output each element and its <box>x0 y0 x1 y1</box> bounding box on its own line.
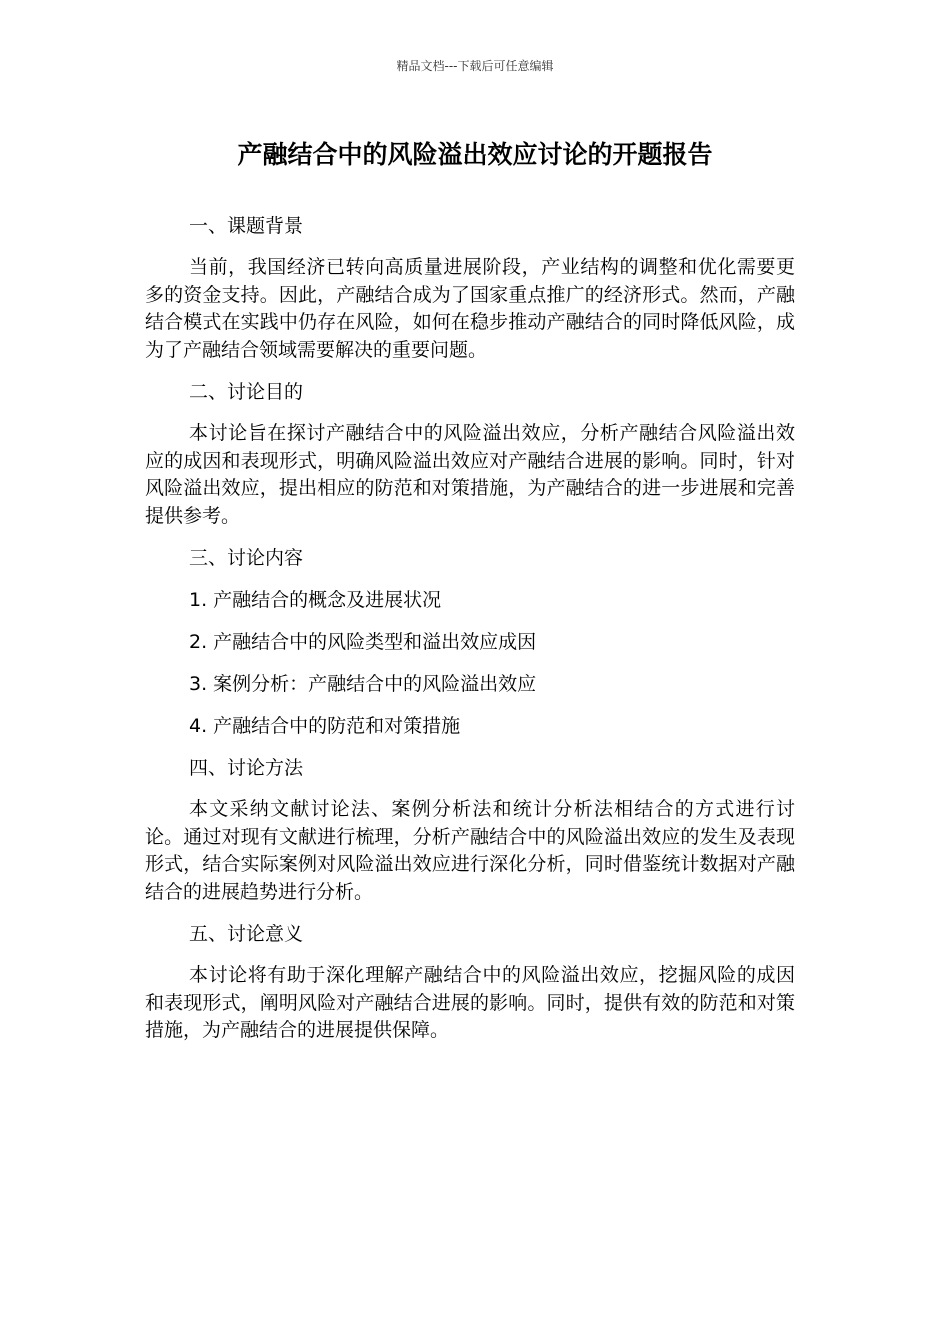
document-body <box>145 212 795 1059</box>
section-paragraph-purpose: 本讨论旨在探讨产融结合中的风险溢出效应，分析产融结合风险溢出效应的成因和表现形式，明确风险溢出效应对产融结合进展的影响。同时，针对风险溢出效应，提出相应的防范和对策措施，为产融结合的进一步进展和完善提供参考。 <box>145 422 795 527</box>
list-item: 4. 产融结合中的防范和对策措施 <box>189 715 461 737</box>
section-heading-significance: 五、讨论意义 <box>189 923 304 945</box>
section-heading-background: 一、课题背景 <box>189 215 304 237</box>
section-heading-purpose: 二、讨论目的 <box>189 381 304 403</box>
list-item: 3. 案例分析：产融结合中的风险溢出效应 <box>189 673 537 695</box>
section-paragraph-method: 本文采纳文献讨论法、案例分析法和统计分析法相结合的方式进行讨论。通过对现有文献进行梳理，分析产融结合中的风险溢出效应的发生及表现形式，结合实际案例对风险溢出效应进行深化分析，同时借鉴统计数据对产融结合的进展趋势进行分析。 <box>145 798 795 903</box>
document-title: 产融结合中的风险溢出效应讨论的开题报告 <box>237 140 713 169</box>
list-item: 1. 产融结合的概念及进展状况 <box>189 589 442 611</box>
section-paragraph-significance: 本讨论将有助于深化理解产融结合中的风险溢出效应，挖掘风险的成因和表现形式，阐明风险对产融结合进展的影响。同时，提供有效的防范和对策措施，为产融结合的进展提供保障。 <box>145 964 795 1041</box>
section-heading-content: 三、讨论内容 <box>189 547 304 569</box>
header-note: 精品文档---下载后可任意编辑 <box>396 59 554 73</box>
section-heading-method: 四、讨论方法 <box>189 757 304 779</box>
section-paragraph-background: 当前，我国经济已转向高质量进展阶段，产业结构的调整和优化需要更多的资金支持。因此，产融结合成为了国家重点推广的经济形式。然而，产融结合模式在实践中仍存在风险，如何在稳步推动产融结合的同时降低风险，成为了产融结合领域需要解决的重要问题。 <box>145 256 795 361</box>
list-item: 2. 产融结合中的风险类型和溢出效应成因 <box>189 631 537 653</box>
